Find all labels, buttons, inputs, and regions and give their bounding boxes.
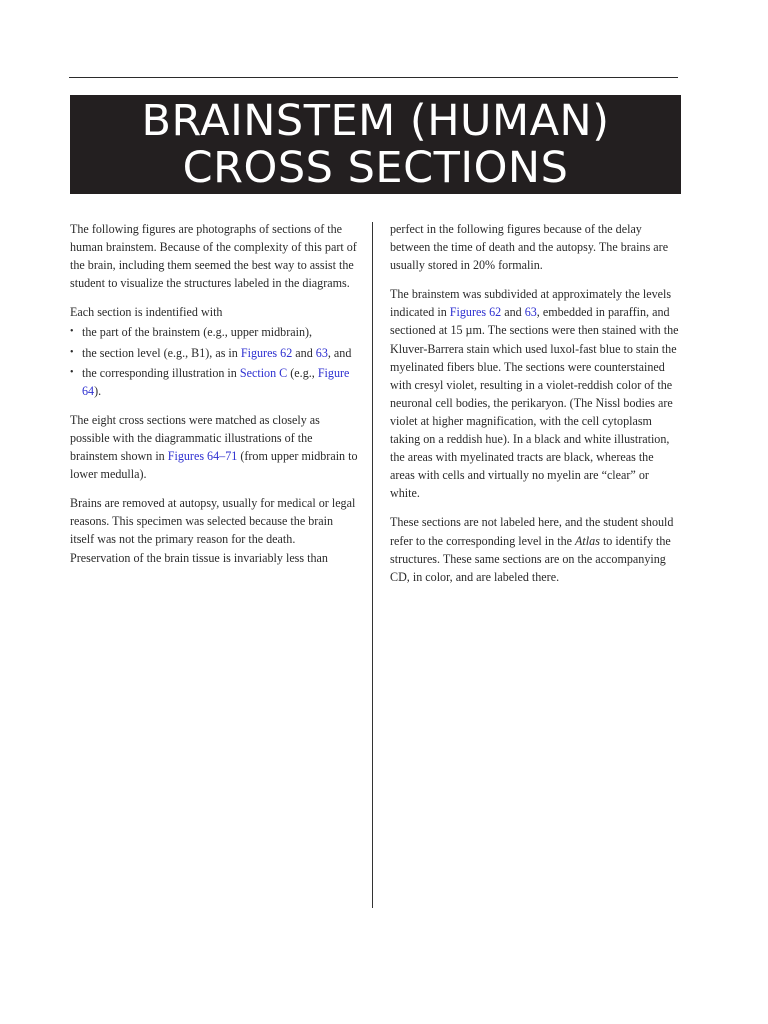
list-item-text: ).	[94, 383, 102, 398]
chapter-title-line-1: BRAINSTEM (HUMAN)	[141, 96, 610, 146]
matching-paragraph	[70, 411, 358, 483]
section-c-link[interactable]: Section C	[239, 365, 288, 380]
figures-64-71-link[interactable]: Figures 64–71	[167, 449, 238, 464]
identification-list	[70, 323, 358, 399]
list-item-text: the part of the brainstem (e.g., upper midbrain),	[82, 325, 313, 340]
figure-63-link[interactable]: 63	[524, 305, 537, 320]
chapter-title-banner	[70, 95, 681, 194]
paragraph-text: , embedded in paraffin, and sectioned at 15 µm. The sections were then stained with the Kluver-Barrera stain which used luxol-fast blue to stain the myelinated fibers blue. The sections were counterstained with cresyl violet, resulting in a violet-reddish color of the neuronal cell bodies, the perikaryon. (The Nissl bodies are violet at higher magnification, with the cell cytoplasm taking on a reddish hue). In a black and white illustration, the areas with myelinated tracts are black, whereas the areas with cells and virtually no myelin are “clear” or white.	[390, 305, 679, 501]
section-identification-intro: Each section is indentified with	[70, 305, 223, 320]
chapter-title-line-2: CROSS SECTIONS	[182, 143, 569, 193]
right-column	[390, 220, 680, 597]
list-item	[70, 323, 358, 341]
staining-paragraph	[390, 285, 680, 502]
list-item-text: , and	[327, 345, 352, 360]
intro-paragraph: The following figures are photographs of sections of the human brainstem. Because of the complexity of this part of the brain, including them seemed the best way to assist the student to visualize the structures labeled in the diagrams.	[70, 222, 357, 291]
column-divider	[372, 222, 373, 908]
figures-62-link[interactable]: Figures 62	[240, 345, 293, 360]
paragraph-text: The eight cross sections were matched as closely as possible with the diagrammatic illustrations of the brainstem shown in	[70, 412, 320, 464]
list-item-text: the section level (e.g., B1), as in	[82, 345, 241, 360]
paragraph-text: These sections are not labeled here, and the student should refer to the corresponding level in the	[390, 515, 674, 548]
bullet-icon: •	[70, 326, 74, 338]
figure-63-link[interactable]: 63	[315, 345, 328, 360]
paragraph-text: The brainstem was subdivided at approximately the levels indicated in	[390, 287, 672, 320]
autopsy-paragraph: Brains are removed at autopsy, usually for medical or legal reasons. This specimen was selected because the brain itself was not the primary reason for the death. Preservation of the brain tissue is invariably less than	[70, 496, 356, 565]
list-item	[70, 364, 358, 400]
atlas-reference-paragraph	[390, 513, 680, 585]
left-column	[70, 220, 358, 578]
list-item-text: (e.g.,	[287, 365, 318, 380]
paragraph-text: and	[501, 305, 525, 320]
paragraph-text: to identify the structures. These same sections are on the accompanying CD, in color, and are labeled there.	[390, 533, 671, 584]
paragraph-text: (from upper midbrain to lower medulla).	[70, 449, 358, 482]
atlas-italic: Atlas	[575, 533, 600, 548]
bullet-icon: •	[70, 366, 74, 378]
bullet-icon: •	[70, 346, 74, 358]
top-rule	[69, 77, 678, 78]
list-item-text: and	[292, 345, 316, 360]
list-item	[70, 344, 358, 362]
figures-62-link[interactable]: Figures 62	[449, 305, 502, 320]
list-item-text: the corresponding illustration in	[82, 365, 240, 380]
figure-64-link[interactable]: Figure 64	[82, 365, 350, 398]
preservation-paragraph: perfect in the following figures because of the delay between the time of death and the autopsy. The brains are usually stored in 20% formalin.	[390, 222, 669, 273]
